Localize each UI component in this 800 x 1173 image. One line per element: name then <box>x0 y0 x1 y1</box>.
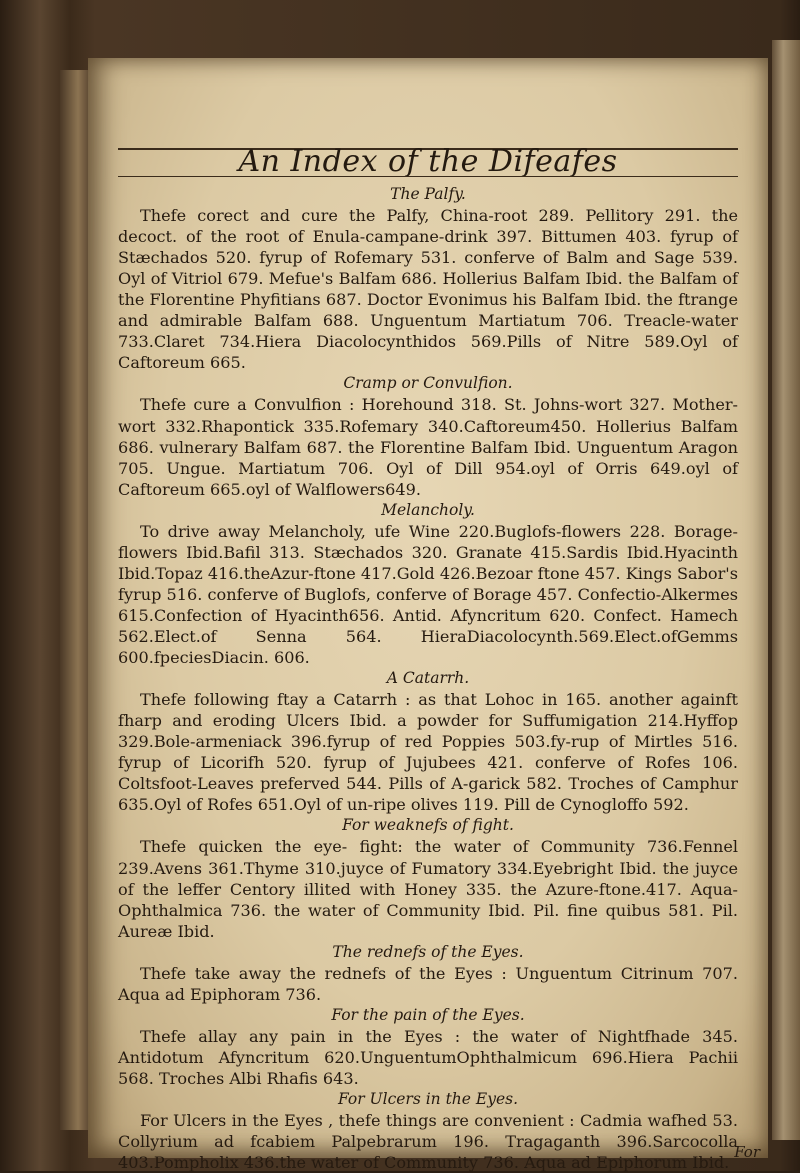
running-header: An Index of the Difeafes <box>238 144 618 179</box>
section-text-weakness-of-sight: Thefe quicken the eye- fight: the water of Community 736.Fennel 239.Avens 361.Thyme 310.juyce of Fumatory 334.Eyebright Ibid. the juyce of the leffer Centory illited with Honey 335. the Azure-ftone.417. Aqua-Ophthalmica 736. the water of Community Ibid. Pil. fine quibus 581. Pil. Aureæ Ibid. <box>118 837 738 941</box>
section-text-melancholy: To drive away Melancholy, ufe Wine 220.Buglofs-flowers 228. Borage-flowers Ibid.Bafil 313. Stæchados 320. Granate 415.Sardis Ibid.Hyacinth Ibid.Topaz 416.theAzur-ftone 417.Gold 426.Bezoar ftone 457. Kings Sabor's fyrup 516. conferve of Buglofs, conferve of Borage 457. Confectio-Alkermes 615.Confection of Hyacinth656. Antid. Afyncritum 620. Confect. Hamech 562.Elect.of Senna 564. HieraDiacolocynth.569.Elect.ofGemms 600.fpeciesDiacin. 606. <box>118 521 738 668</box>
section-heading-weakness-of-sight: For weaknefs of fight. <box>342 816 514 835</box>
section-heading-ulcers-in-eyes: For Ulcers in the Eyes. <box>337 1090 519 1109</box>
facing-page-edge <box>60 70 90 1130</box>
book-page <box>88 58 768 1173</box>
section-text-ulcers-in-eyes: For Ulcers in the Eyes , thefe things are convenient : Cadmia wafhed 53. Collyrium ad fcabiem Palpebrarum 196. Tragaganth 396.Sarcocolla 403.Pompholix 436.the water of Community 736. Aqua ad Epiphorum Ibid. <box>118 1111 738 1173</box>
section-text-catarrh: Thefe following ftay a Catarrh : as that Lohoc in 165. another againft fharp and eroding Ulcers Ibid. a powder for Suffumigation 214.Hyffop 329.Bole-armeniack 396.fyrup of red Poppies 503.fy-rup of Mirtles 516. fyrup of Licorifh 520. fyrup of Jujubees 421. conferve of Rofes 106. Coltsfoot-Leaves preferved 544. Pills of A-garick 582. Troches of Camphur 635.Oyl of Rofes 651.Oyl of un-ripe olives 119. Pill de Cynogloffo 592. <box>118 690 738 815</box>
section-heading-palsy: The Palfy. <box>390 185 466 203</box>
section-text-cramp: Thefe cure a Convulfion : Horehound 318. St. Johns-wort 327. Mother-wort 332.Rhapontick 335.Rofemary 340.Caftoreum450. Hollerius Balfam 686. vulnerary Balfam 687. the Florentine Balfam Ibid. Unguentum Aragon 705. Ungue. Martiatum 706. Oyl of Dill 954.oyl of Orris 649.oyl of Caftoreum 665.oyl of Walflowers649. <box>118 395 738 499</box>
section-heading-catarrh: A Catarrh. <box>386 669 470 688</box>
section-heading-cramp: Cramp or Convulfion. <box>343 374 513 393</box>
section-heading-redness-of-eyes: The rednefs of the Eyes. <box>332 942 524 961</box>
section-heading-pain-of-eyes: For the pain of the Eyes. <box>331 1005 525 1024</box>
header-rule-bottom <box>118 176 738 177</box>
section-text-pain-of-eyes: Thefe allay any pain in the Eyes : the water of Nightfhade 345. Antidotum Afyncritum 620.UnguentumOphthalmicum 696.Hiera Pachii 568. Troches Albi Rhafis 643. <box>118 1026 738 1088</box>
index-body <box>118 184 738 1173</box>
section-text-palsy: Thefe corect and cure the Palfy, China-root 289. Pellitory 291. the decoct. of the root of Enula-campane-drink 397. Bittumen 403. fyrup of Stæchados 520. fyrup of Rofemary 531. conferve of Balm and Sage 539. Oyl of Vitriol 679. Mefue's Balfam 686. Hollerius Balfam Ibid. the Balfam of the Florentine Phyfitians 687. Doctor Evonimus his Balfam Ibid. the ftrange and admirable Balfam 688. Unguentum Martiatum 706. Treacle-water 733.Claret 734.Hiera Diacolocynthidos 569.Pills of Nitre 589.Oyl of Caftoreum 665. <box>118 206 738 373</box>
section-text-redness-of-eyes: Thefe take away the rednefs of the Eyes : Unguentum Citrinum 707. Aqua ad Epiphoram 736. <box>118 963 738 1004</box>
catchword: For <box>734 1143 760 1161</box>
next-page-edge <box>772 40 800 1140</box>
section-heading-melancholy: Melancholy. <box>381 500 475 519</box>
